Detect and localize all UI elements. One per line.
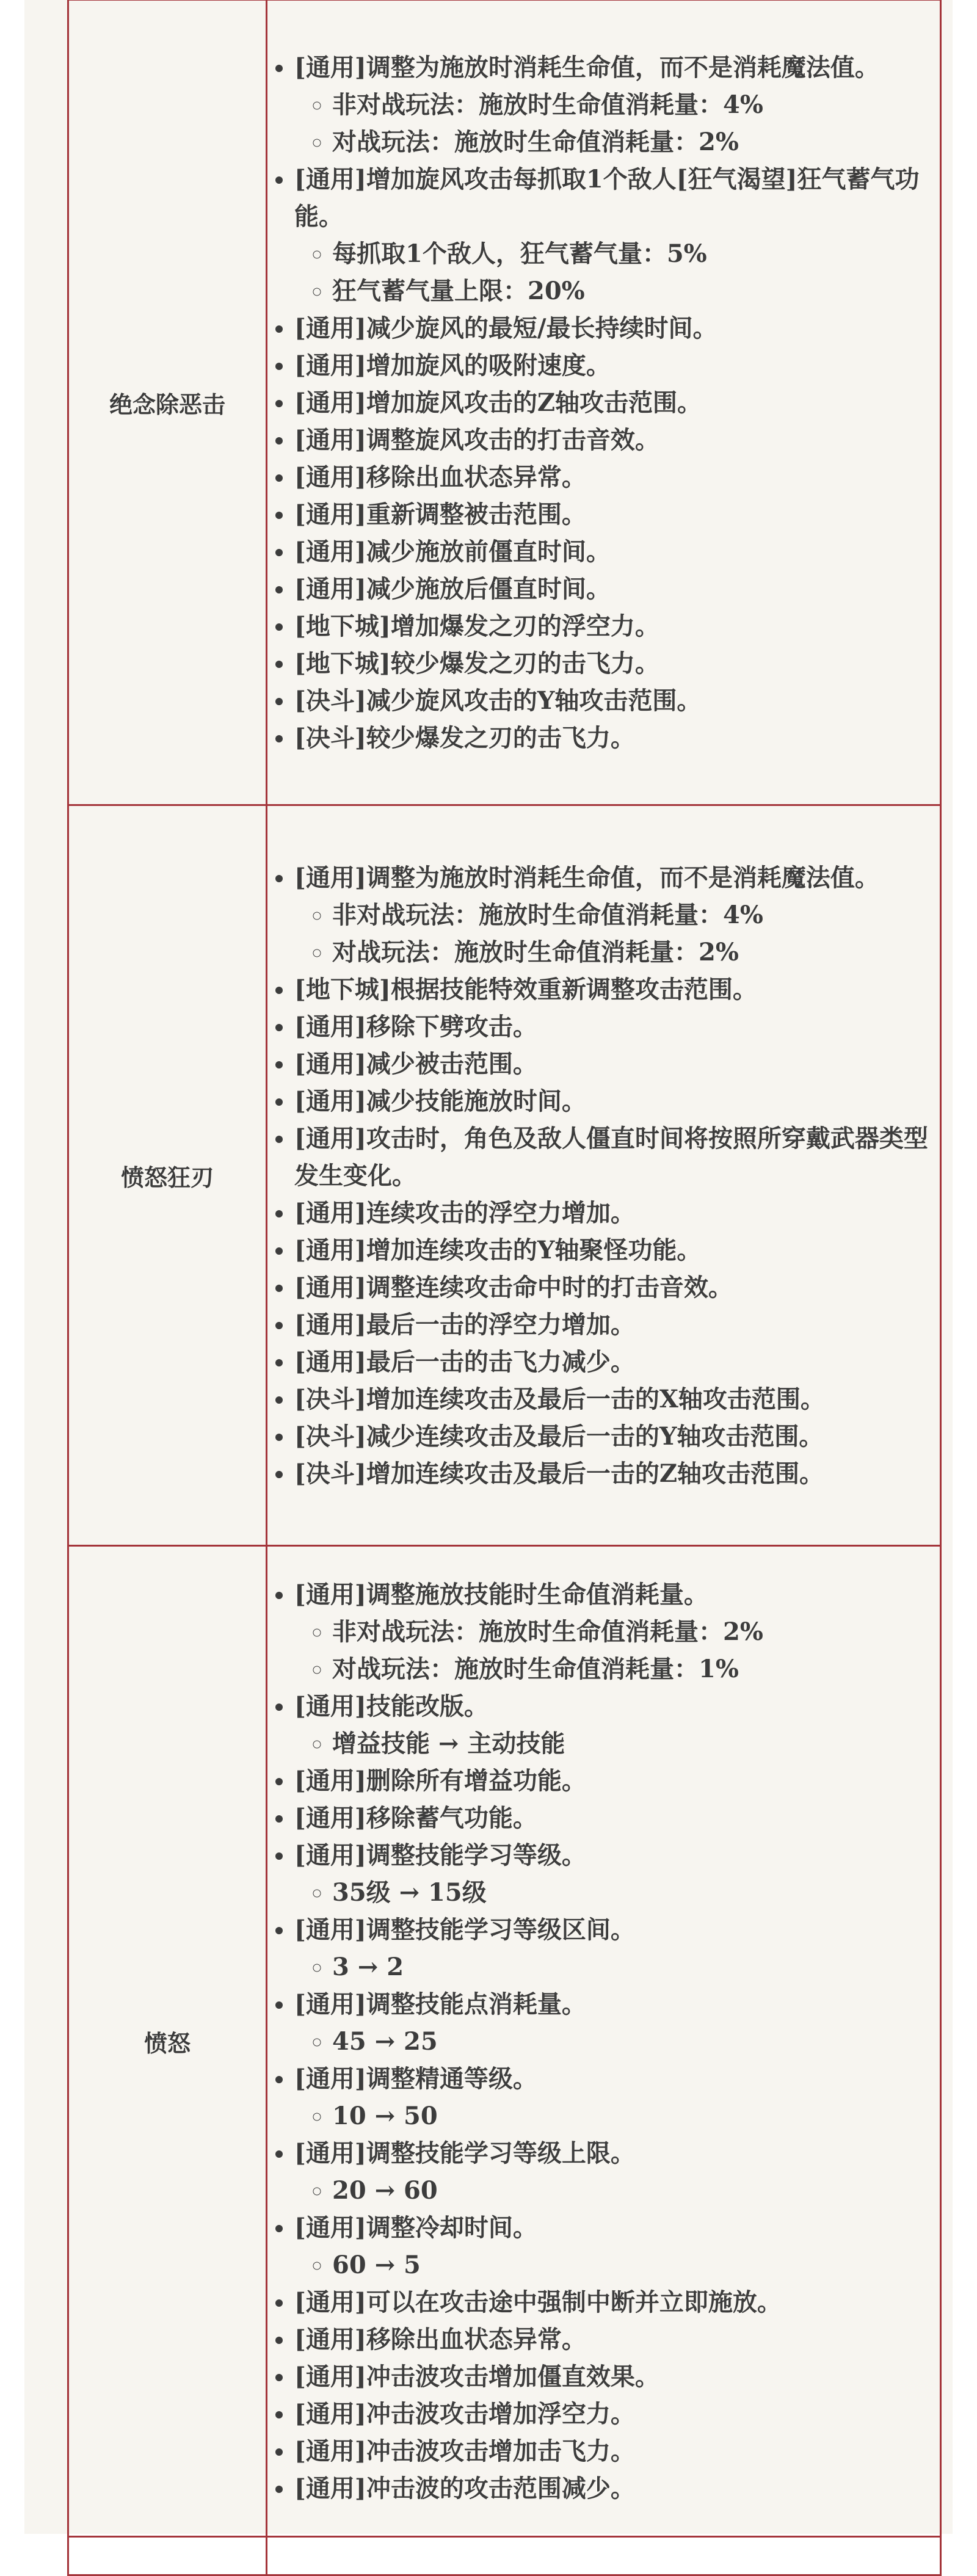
- skill-row: [68, 805, 941, 1546]
- change-item-text: [通用]减少旋风的最短/最长持续时间。: [294, 313, 717, 343]
- change-item-text: [决斗]增加连续攻击及最后一击的Z轴攻击范围。: [294, 1459, 824, 1488]
- change-item-text: [地下城]较少爆发之刃的击飞力。: [294, 648, 659, 678]
- change-item: [294, 1306, 940, 1343]
- change-sublist: [294, 2023, 940, 2060]
- change-subitem: ◦ 对战玩法：施放时生命值消耗量：2%: [332, 934, 940, 971]
- change-subitem: ◦ 每抓取1个敌人，狂气蓄气量：5%: [332, 235, 940, 272]
- change-item-text: [决斗]增加连续攻击及最后一击的X轴攻击范围。: [294, 1384, 825, 1413]
- change-subitem: ◦ 60 → 5: [332, 2246, 940, 2284]
- change-item-text: [通用]移除出血状态异常。: [294, 462, 586, 492]
- skill-name-empty: [68, 2537, 267, 2575]
- change-item-text: [通用]冲击波攻击增加僵直效果。: [294, 2362, 659, 2391]
- change-item-text: [通用]技能改版。: [294, 1691, 488, 1721]
- change-item: [294, 570, 940, 608]
- change-item: [294, 496, 940, 533]
- change-item-text: [决斗]较少爆发之刃的击飞力。: [294, 723, 635, 752]
- change-item: [294, 859, 940, 971]
- change-item-text: [通用]调整技能学习等级区间。: [294, 1915, 635, 1944]
- change-item: [294, 1837, 940, 1911]
- skill-name: 绝念除恶击: [68, 0, 267, 805]
- change-item: [294, 1799, 940, 1837]
- change-item-text: [通用]连续攻击的浮空力增加。: [294, 1198, 635, 1227]
- change-item: [294, 49, 940, 161]
- change-sublist: [294, 1613, 940, 1688]
- change-item-text: [通用]调整冷却时间。: [294, 2213, 537, 2242]
- change-item: [294, 1455, 940, 1492]
- change-item: [294, 310, 940, 347]
- change-item: [294, 2060, 940, 2135]
- change-item: [294, 682, 940, 719]
- change-item: [294, 1269, 940, 1306]
- change-item: [294, 2470, 940, 2507]
- change-item-text: [通用]调整为施放时消耗生命值，而不是消耗魔法值。: [294, 863, 879, 892]
- change-item: [294, 719, 940, 756]
- skill-changes: [267, 1546, 941, 2537]
- change-item-text: [通用]重新调整被击范围。: [294, 499, 586, 529]
- skill-changes: [267, 0, 941, 805]
- change-item: [294, 459, 940, 496]
- change-item: [294, 1120, 940, 1194]
- change-item-text: [通用]攻击时，角色及敌人僵直时间将按照所穿戴武器类型发生变化。: [294, 1123, 928, 1190]
- skill-changes-empty: [267, 2537, 941, 2575]
- change-subitem: ◦ 45 → 25: [332, 2023, 940, 2060]
- change-item: [294, 347, 940, 384]
- change-list: [267, 859, 940, 1492]
- change-subitem: ◦ 非对战玩法：施放时生命值消耗量：4%: [332, 896, 940, 934]
- change-item: [294, 971, 940, 1008]
- change-item: [294, 1418, 940, 1455]
- change-item: [294, 2358, 940, 2395]
- change-subitem: ◦ 增益技能 → 主动技能: [332, 1725, 940, 1762]
- change-item-text: [通用]移除出血状态异常。: [294, 2324, 586, 2354]
- change-item-text: [通用]移除下劈攻击。: [294, 1012, 537, 1041]
- change-item-text: [通用]冲击波攻击增加浮空力。: [294, 2399, 635, 2428]
- change-item: [294, 2135, 940, 2209]
- change-subitem: ◦ 10 → 50: [332, 2097, 940, 2135]
- change-sublist: [294, 86, 940, 161]
- change-item-text: [通用]增加旋风的吸附速度。: [294, 350, 611, 380]
- change-item: [294, 2284, 940, 2321]
- change-item: [294, 1576, 940, 1688]
- change-sublist: [294, 896, 940, 971]
- change-item-text: [通用]删除所有增益功能。: [294, 1766, 586, 1795]
- change-subitem: ◦ 对战玩法：施放时生命值消耗量：2%: [332, 123, 940, 161]
- change-item: [294, 1381, 940, 1418]
- skill-name: 愤怒狂刃: [68, 805, 267, 1546]
- skill-name: 愤怒: [68, 1546, 267, 2537]
- change-item-text: [通用]可以在攻击途中强制中断并立即施放。: [294, 2287, 782, 2317]
- change-item: [294, 1688, 940, 1762]
- skill-row: [68, 1546, 941, 2537]
- skill-row: [68, 0, 941, 805]
- change-list: [267, 1576, 940, 2507]
- change-item-text: [通用]调整旋风攻击的打击音效。: [294, 425, 659, 454]
- skill-row-partial: [68, 2537, 941, 2575]
- change-sublist: [294, 1725, 940, 1762]
- change-item-text: [通用]冲击波攻击增加击飞力。: [294, 2436, 635, 2465]
- change-item-text: [通用]调整精通等级。: [294, 2064, 537, 2093]
- change-list: [267, 49, 940, 756]
- change-item-text: [通用]减少技能施放时间。: [294, 1086, 586, 1116]
- change-item: [294, 1911, 940, 1986]
- change-subitem: ◦ 狂气蓄气量上限：20%: [332, 272, 940, 310]
- change-item: [294, 533, 940, 570]
- change-subitem: ◦ 对战玩法：施放时生命值消耗量：1%: [332, 1650, 940, 1688]
- change-sublist: [294, 235, 940, 310]
- change-item: [294, 1008, 940, 1045]
- change-item: [294, 1083, 940, 1120]
- change-item-text: [通用]调整施放技能时生命值消耗量。: [294, 1580, 708, 1609]
- change-subitem: ◦ 20 → 60: [332, 2172, 940, 2209]
- change-sublist: [294, 2172, 940, 2209]
- change-item: [294, 421, 940, 459]
- change-item-text: [通用]增加连续攻击的Y轴聚怪功能。: [294, 1235, 702, 1264]
- change-item: [294, 2209, 940, 2284]
- change-item-text: [通用]增加旋风攻击每抓取1个敌人[狂气渴望]狂气蓄气功能。: [294, 164, 920, 231]
- skill-changes: [267, 805, 941, 1546]
- change-item-text: [通用]最后一击的浮空力增加。: [294, 1310, 635, 1339]
- skill-change-table: [67, 0, 942, 2576]
- change-item: [294, 1232, 940, 1269]
- change-item-text: [通用]减少施放前僵直时间。: [294, 537, 611, 566]
- change-item-text: [地下城]增加爆发之刃的浮空力。: [294, 611, 659, 640]
- change-item-text: [通用]减少施放后僵直时间。: [294, 574, 611, 603]
- change-item-text: [通用]冲击波的攻击范围减少。: [294, 2473, 635, 2503]
- change-subitem: ◦ 35级 → 15级: [332, 1874, 940, 1911]
- change-subitem: ◦ 非对战玩法：施放时生命值消耗量：2%: [332, 1613, 940, 1650]
- change-item: [294, 2395, 940, 2433]
- article-page: [24, 0, 953, 2534]
- change-item-text: [决斗]减少连续攻击及最后一击的Y轴攻击范围。: [294, 1421, 824, 1451]
- change-item-text: [通用]调整技能学习等级上限。: [294, 2138, 635, 2168]
- change-item-text: [通用]最后一击的击飞力减少。: [294, 1347, 635, 1376]
- change-sublist: [294, 2246, 940, 2284]
- change-sublist: [294, 1948, 940, 1986]
- change-sublist: [294, 2097, 940, 2135]
- change-item: [294, 645, 940, 682]
- change-item: [294, 161, 940, 310]
- change-item-text: [通用]调整为施放时消耗生命值，而不是消耗魔法值。: [294, 53, 879, 82]
- change-item-text: [通用]调整连续攻击命中时的打击音效。: [294, 1272, 733, 1302]
- change-item: [294, 2433, 940, 2470]
- change-item: [294, 2321, 940, 2358]
- change-subitem: ◦ 非对战玩法：施放时生命值消耗量：4%: [332, 86, 940, 123]
- change-item: [294, 1045, 940, 1083]
- change-item-text: [通用]增加旋风攻击的Z轴攻击范围。: [294, 388, 702, 417]
- change-item-text: [决斗]减少旋风攻击的Y轴攻击范围。: [294, 686, 702, 715]
- change-item-text: [地下城]根据技能特效重新调整攻击范围。: [294, 974, 757, 1004]
- change-item: [294, 1343, 940, 1381]
- change-item: [294, 384, 940, 421]
- change-item-text: [通用]调整技能点消耗量。: [294, 1989, 586, 2019]
- change-item-text: [通用]移除蓄气功能。: [294, 1803, 537, 1832]
- change-sublist: [294, 1874, 940, 1911]
- change-item: [294, 1762, 940, 1799]
- change-item-text: [通用]调整技能学习等级。: [294, 1840, 586, 1870]
- change-item: [294, 1986, 940, 2060]
- change-item: [294, 608, 940, 645]
- change-subitem: ◦ 3 → 2: [332, 1948, 940, 1986]
- change-item: [294, 1194, 940, 1232]
- change-item-text: [通用]减少被击范围。: [294, 1049, 537, 1078]
